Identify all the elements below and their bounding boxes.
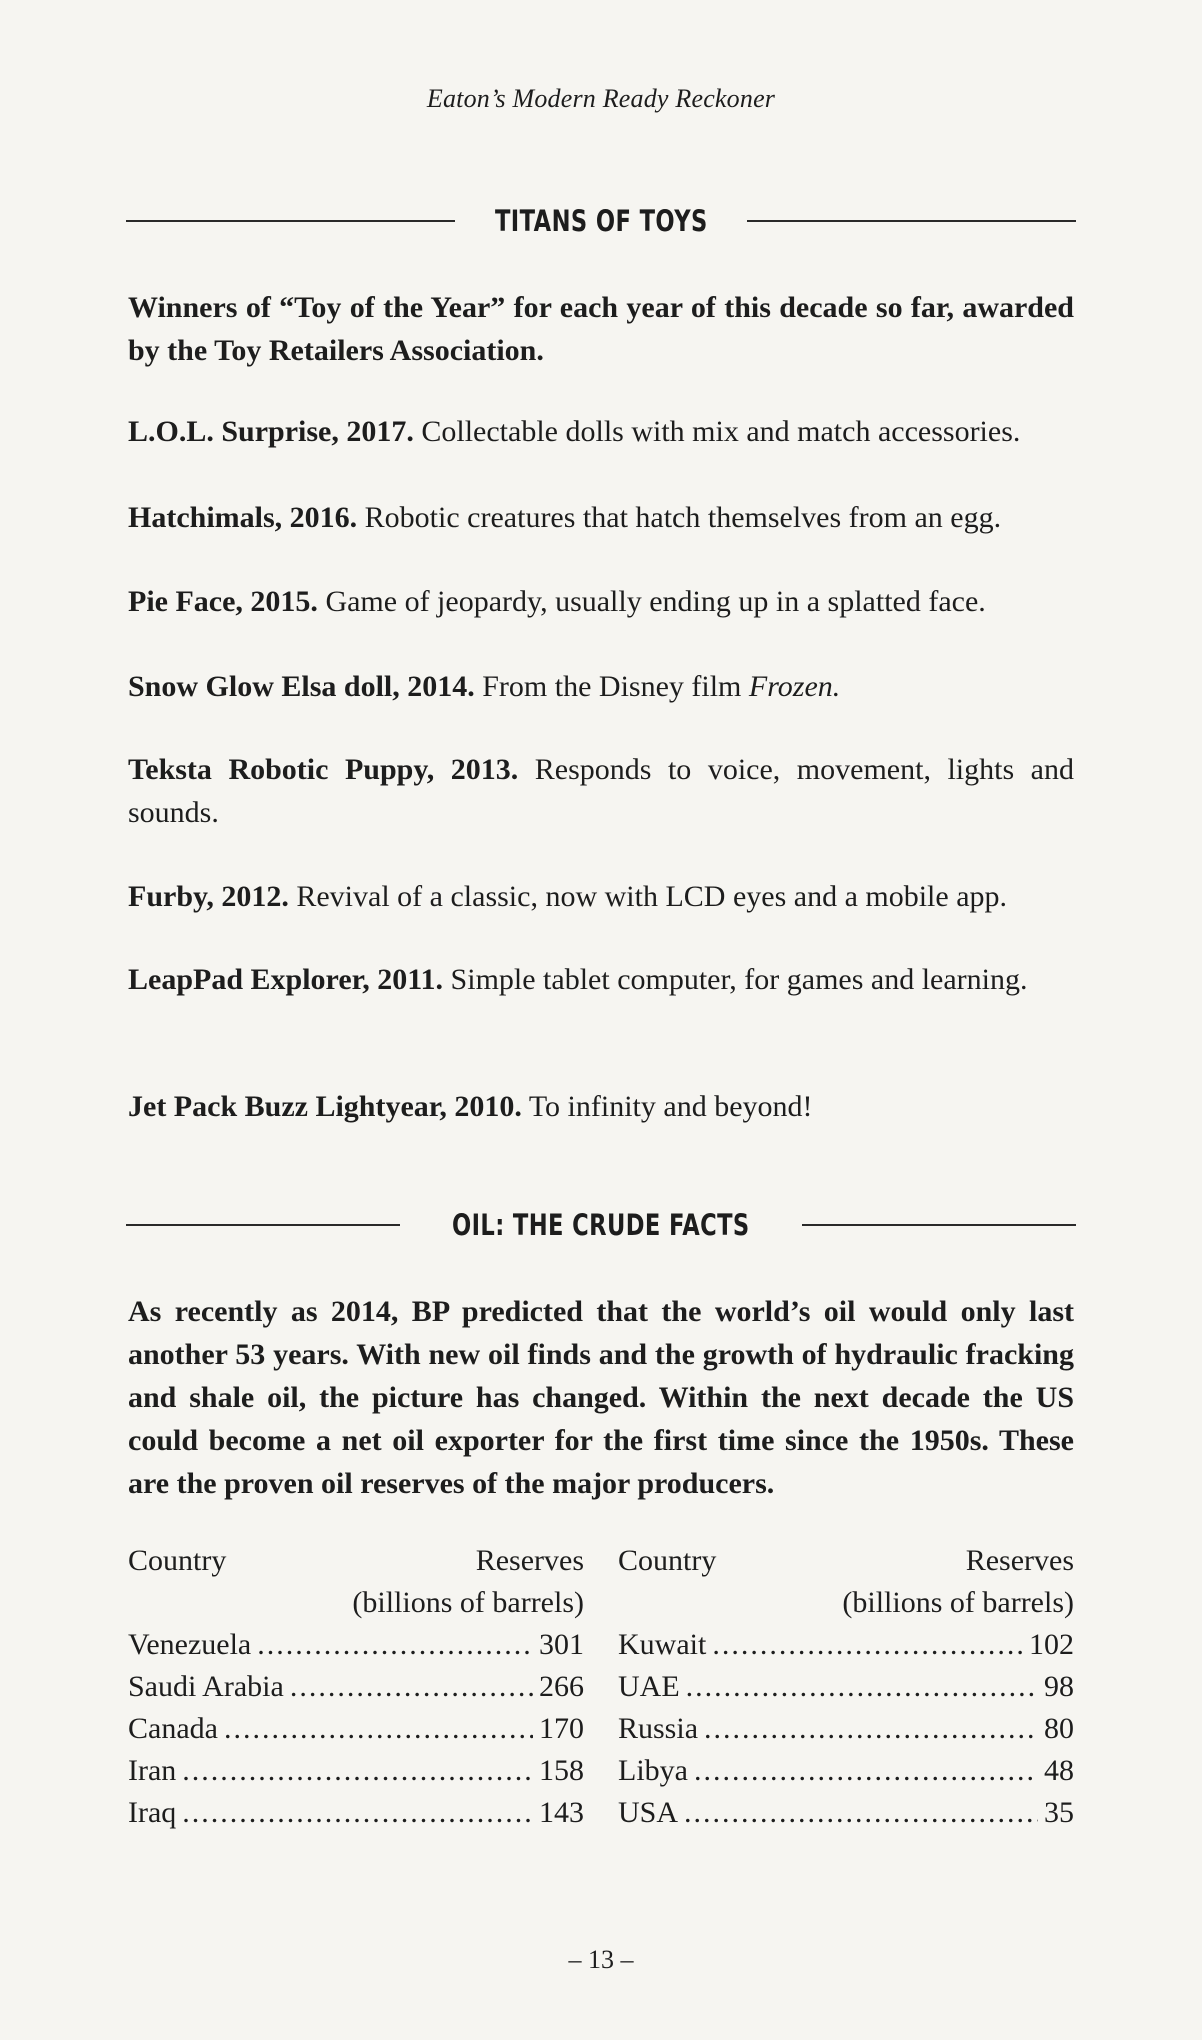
toy-desc: Revival of a classic, now with LCD eyes and a mobile app.	[296, 880, 1008, 913]
reserves-value: 143	[539, 1796, 584, 1829]
toy-name: Snow Glow Elsa doll, 2014.	[128, 670, 475, 703]
toys-heading	[126, 204, 1076, 238]
header-unit: (billions of barrels)	[842, 1586, 1074, 1619]
dot-leader	[712, 1624, 1023, 1666]
reserves-value: 301	[539, 1628, 584, 1661]
toy-entry-leappad	[128, 958, 1074, 1001]
table-row	[618, 1792, 1074, 1834]
toy-entry-pie-face	[128, 580, 1074, 623]
toy-desc-film-title: Frozen.	[748, 670, 841, 703]
table-row	[618, 1708, 1074, 1750]
heading-rule-right	[802, 1224, 1076, 1226]
heading-rule-left	[126, 1224, 400, 1226]
column-subheader	[128, 1582, 584, 1624]
header-unit: (billions of barrels)	[352, 1586, 584, 1619]
table-row	[128, 1792, 584, 1834]
oil-heading	[126, 1208, 1076, 1242]
dot-leader	[704, 1708, 1038, 1750]
toy-desc: To infinity and beyond!	[528, 1090, 813, 1123]
running-head: Eaton’s Modern Ready Reckoner	[426, 84, 776, 113]
heading-rule-right	[747, 220, 1076, 222]
toy-entry-lol	[128, 410, 1074, 453]
country-name: Kuwait	[618, 1628, 707, 1661]
oil-intro: As recently as 2014, BP predicted that the world’s oil would only last another 53 years. With new oil finds and the growth of hydraulic fracking and shale oil, the picture has changed. Within the next decade the US could become a net oil exporter for the first time since the 1950s. These are the proven oil reserves of the major producers.	[128, 1295, 1074, 1500]
toy-desc: Simple tablet computer, for games and learning.	[450, 963, 1028, 996]
oil-reserves-table	[128, 1540, 1074, 1834]
toy-name: Hatchimals, 2016.	[128, 501, 358, 534]
dot-leader	[684, 1792, 1038, 1834]
country-name: Iraq	[128, 1796, 177, 1829]
toy-entry-buzz	[128, 1085, 1074, 1128]
toys-heading-title: TITANS OF TOYS	[494, 204, 708, 238]
toy-name: LeapPad Explorer, 2011.	[128, 963, 444, 996]
table-row	[128, 1624, 584, 1666]
country-name: Venezuela	[128, 1628, 252, 1661]
country-name: USA	[618, 1796, 679, 1829]
table-row	[128, 1708, 584, 1750]
toy-name: L.O.L. Surprise, 2017.	[128, 415, 414, 448]
country-name: Libya	[618, 1754, 688, 1787]
toy-desc: Game of jeopardy, usually ending up in a splatted face.	[325, 585, 986, 618]
dot-leader	[694, 1750, 1038, 1792]
toy-entry-hatchimals	[128, 496, 1074, 539]
column-header	[128, 1540, 584, 1582]
reserves-value: 98	[1044, 1670, 1074, 1703]
toy-entry-elsa	[128, 665, 1074, 708]
reserves-value: 266	[539, 1670, 584, 1703]
header-reserves: Reserves	[475, 1544, 584, 1577]
table-row	[618, 1750, 1074, 1792]
dot-leader	[686, 1666, 1038, 1708]
toy-desc: Robotic creatures that hatch themselves from an egg.	[364, 501, 1002, 534]
toy-desc: Responds to voice, movement, lights and sounds.	[128, 753, 1074, 829]
country-name: Canada	[128, 1712, 218, 1745]
reserves-value: 170	[539, 1712, 584, 1745]
table-row	[128, 1750, 584, 1792]
country-name: UAE	[618, 1670, 680, 1703]
dot-leader	[182, 1792, 533, 1834]
dot-leader	[224, 1708, 533, 1750]
country-name: Iran	[128, 1754, 177, 1787]
toy-entry-furby	[128, 875, 1074, 918]
column-subheader	[618, 1582, 1074, 1624]
toy-name: Teksta Robotic Puppy, 2013.	[128, 753, 519, 786]
header-country: Country	[618, 1544, 717, 1577]
table-row	[128, 1666, 584, 1708]
reserves-value: 48	[1044, 1754, 1074, 1787]
dot-leader	[257, 1624, 533, 1666]
page-number: – 13 –	[568, 1945, 634, 1974]
toy-name: Jet Pack Buzz Lightyear, 2010.	[128, 1090, 522, 1123]
toy-entry-teksta	[128, 748, 1074, 834]
table-row	[618, 1624, 1074, 1666]
reserves-value: 35	[1044, 1796, 1074, 1829]
toy-desc: From the Disney film	[482, 670, 742, 703]
dot-leader	[290, 1666, 533, 1708]
country-name: Saudi Arabia	[128, 1670, 284, 1703]
toy-name: Furby, 2012.	[128, 880, 289, 913]
reserves-column-right	[618, 1540, 1074, 1834]
header-reserves: Reserves	[965, 1544, 1074, 1577]
toy-name: Pie Face, 2015.	[128, 585, 318, 618]
reserves-value: 80	[1044, 1712, 1074, 1745]
country-name: Russia	[618, 1712, 699, 1745]
reserves-value: 158	[539, 1754, 584, 1787]
oil-heading-title: OIL: THE CRUDE FACTS	[452, 1208, 750, 1242]
table-row	[618, 1666, 1074, 1708]
dot-leader	[182, 1750, 533, 1792]
header-country: Country	[128, 1544, 227, 1577]
toy-desc: Collectable dolls with mix and match accessories.	[421, 415, 1021, 448]
toys-intro: Winners of “Toy of the Year” for each year of this decade so far, awarded by the Toy Retailers Association.	[128, 291, 1074, 367]
heading-rule-left	[126, 220, 455, 222]
column-header	[618, 1540, 1074, 1582]
reserves-value: 102	[1029, 1628, 1074, 1661]
reserves-column-left	[128, 1540, 584, 1834]
